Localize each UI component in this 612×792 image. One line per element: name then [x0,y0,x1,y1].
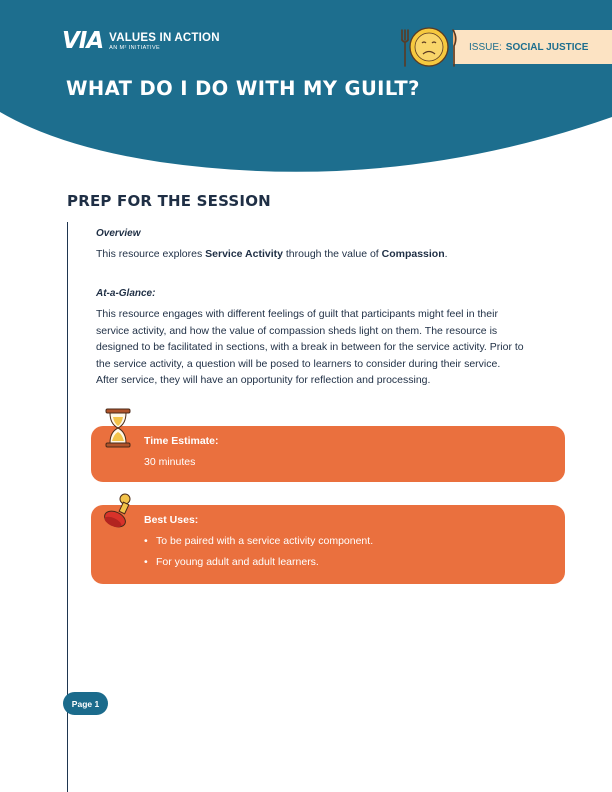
overview-text [96,246,576,263]
best-uses-card [91,505,565,584]
hourglass-icon [104,407,132,449]
overview-text-post: . [444,248,448,260]
time-estimate-card [91,426,565,482]
list-item: • For young adult and adult learners. [144,556,319,568]
section-heading: PREP FOR THE SESSION [67,192,271,210]
list-item-text: For young adult and adult learners. [156,556,319,568]
page-title: WHAT DO I DO WITH MY GUILT? [66,77,420,100]
glance-text [96,306,576,389]
glance-line: service activity, and how the value of compassion sheds light on them. The resource is [96,324,498,337]
logo-subtitle: AN M² INITIATIVE [109,44,161,51]
list-item-text: To be paired with a service activity component. [156,535,374,547]
issue-badge [453,30,612,64]
overview-text-pre: This resource explores [96,248,206,260]
logo-mark: VIA [62,28,104,54]
overview-bold-service-activity: Service Activity [205,248,283,260]
time-estimate-title: Time Estimate: [144,435,219,447]
time-estimate-value: 30 minutes [144,456,196,468]
sad-plate-icon [398,24,460,70]
stamp-icon [101,492,137,530]
overview-label: Overview [96,228,141,239]
list-item: • To be paired with a service activity component. [144,535,374,547]
overview-text-mid: through the value of [282,248,382,260]
glance-line: After service, they will have an opportunity for reflection and processing. [96,374,431,387]
page-number-badge: Page 1 [63,692,108,715]
via-logo [62,28,220,54]
issue-topic: SOCIAL JUSTICE [505,41,589,53]
glance-line: This resource engages with different feelings of guilt that participants might feel in their [96,308,498,320]
overview-bold-compassion: Compassion [381,248,445,260]
glance-line: designed to be facilitated in sections, with a break in between for the service activity. Prior to [96,341,524,354]
best-uses-list [144,531,373,573]
glance-line: the service activity, a question will be posed to learners to consider during their service. [96,357,501,370]
logo-name: VALUES IN ACTION [109,31,220,44]
glance-label: At-a-Glance: [96,288,156,299]
issue-prefix: ISSUE: [469,41,502,53]
best-uses-title: Best Uses: [144,514,199,526]
